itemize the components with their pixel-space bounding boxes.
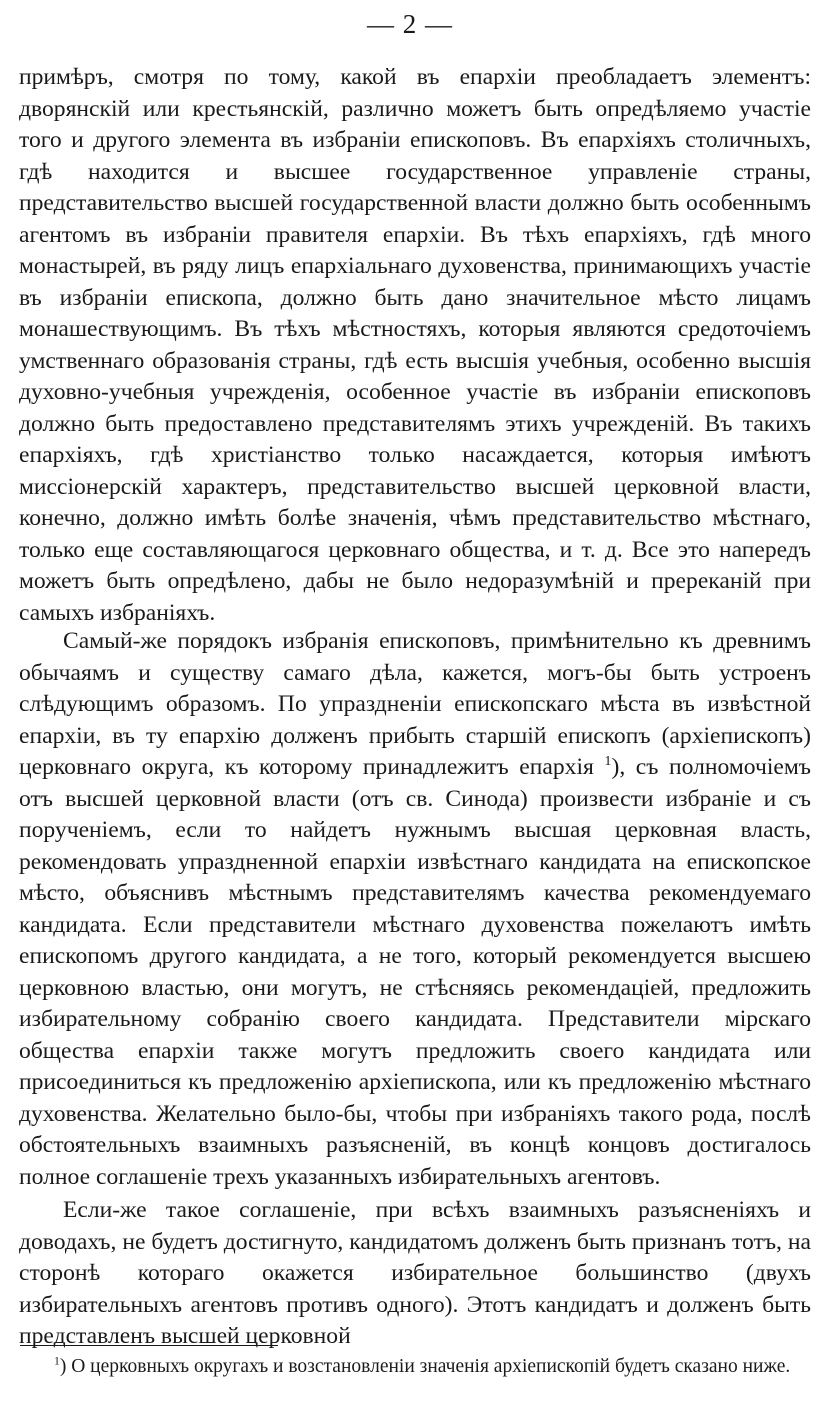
- paragraph-text-part-2: ), съ полномочіемъ отъ высшей церковной власти (отъ св. Синода) произвести избраніе и съ порученіемъ, если то найдетъ нужнымъ высшая церковная власть, рекомендовать упраздненной епархіи извѣстнаго кандидата на епископское мѣсто, объяснивъ мѣстнымъ представителямъ качества рекомендуемаго кандидата. Если представители мѣстнаго духовенства пожелаютъ имѣть епископомъ другого кандидата, а не того, который рекомендуется высшею церковною властью, они могутъ, не стѣсняясь рекомендаціей, предложить избирательному собранію своего кандидата. Представители мірскаго общества епархіи также могутъ предложить своего кандидата или присоединиться къ предложенію архіепископа, или къ предложенію мѣстнаго духовенства. Желательно было-бы, чтобы при избраніяхъ такого рода, послѣ обстоятельныхъ взаимныхъ разъясненій, въ концѣ концовъ достигалось полное соглашеніе трехъ указанныхъ избирательныхъ агентовъ.: [19, 754, 811, 1190]
- page-number-header: — 2 —: [367, 9, 453, 39]
- footnote: [20, 1354, 810, 1380]
- paragraph-election-procedure: [19, 626, 811, 1193]
- footnote-marker: 1: [54, 1354, 60, 1368]
- paragraph-text-part-1: Самый-же порядокъ избранія епископовъ, примѣнительно къ древнимъ обычаямъ и существу самаго дѣла, кажется, могъ-бы быть устроенъ слѣдующимъ образомъ. По упраздненіи епископскаго мѣста въ извѣстной епархіи, въ ту епархію долженъ прибыть старшій епископъ (архіепископъ) церковнаго округа, къ которому принадлежитъ епархія: [19, 628, 811, 780]
- paragraph-continued: примѣръ, смотря по тому, какой въ епархіи преобладаетъ элементъ: дворянскій или крестьянскій, различно можетъ быть опредѣляемо участіе того и другого элемента въ избраніи епископовъ. Въ епархіяхъ столичныхъ, гдѣ находится и высшее государственное управленіе страны, представительство высшей государственной власти должно быть особеннымъ агентомъ въ избраніи правителя епархіи. Въ тѣхъ епархіяхъ, гдѣ много монастырей, въ ряду лицъ епархіальнаго духовенства, принимающихъ участіе въ избраніи епископа, должно быть дано значительное мѣсто лицамъ монашествующимъ. Въ тѣхъ мѣстностяхъ, которыя являются средоточіемъ умственнаго образованія страны, гдѣ есть высшія учебныя, особенно высшія духовно-учебныя учрежденія, особенное участіе въ избраніи епископовъ должно быть предоставлено представителямъ этихъ учрежденій. Въ такихъ епархіяхъ, гдѣ христіанство только насаждается, которыя имѣютъ миссіонерскій характеръ, представительство высшей церковной власти, конечно, должно имѣть болѣе значенія, чѣмъ представительство мѣстнаго, только еще составляющагося церковнаго общества, и т. д. Все это напередъ можетъ быть опредѣлено, дабы не было недоразумѣній и пререканій при самыхъ избраніяхъ.: [19, 64, 811, 626]
- footnote-reference: 1: [604, 753, 612, 770]
- footnote-divider: [20, 1345, 278, 1346]
- paragraph-majority-rule: Если-же такое соглашеніе, при всѣхъ взаимныхъ разъясненіяхъ и доводахъ, не будетъ достигнуто, кандидатомъ долженъ быть признанъ тотъ, на сторонѣ котораго окажется избирательное большинство (двухъ избирательныхъ агентовъ противъ одного). Этотъ кандидатъ и долженъ быть представленъ высшей церковной: [19, 1197, 811, 1349]
- footnote-text: ) О церковныхъ округахъ и возстановленіи значенія архіепископій будетъ сказано ниже.: [59, 1356, 791, 1377]
